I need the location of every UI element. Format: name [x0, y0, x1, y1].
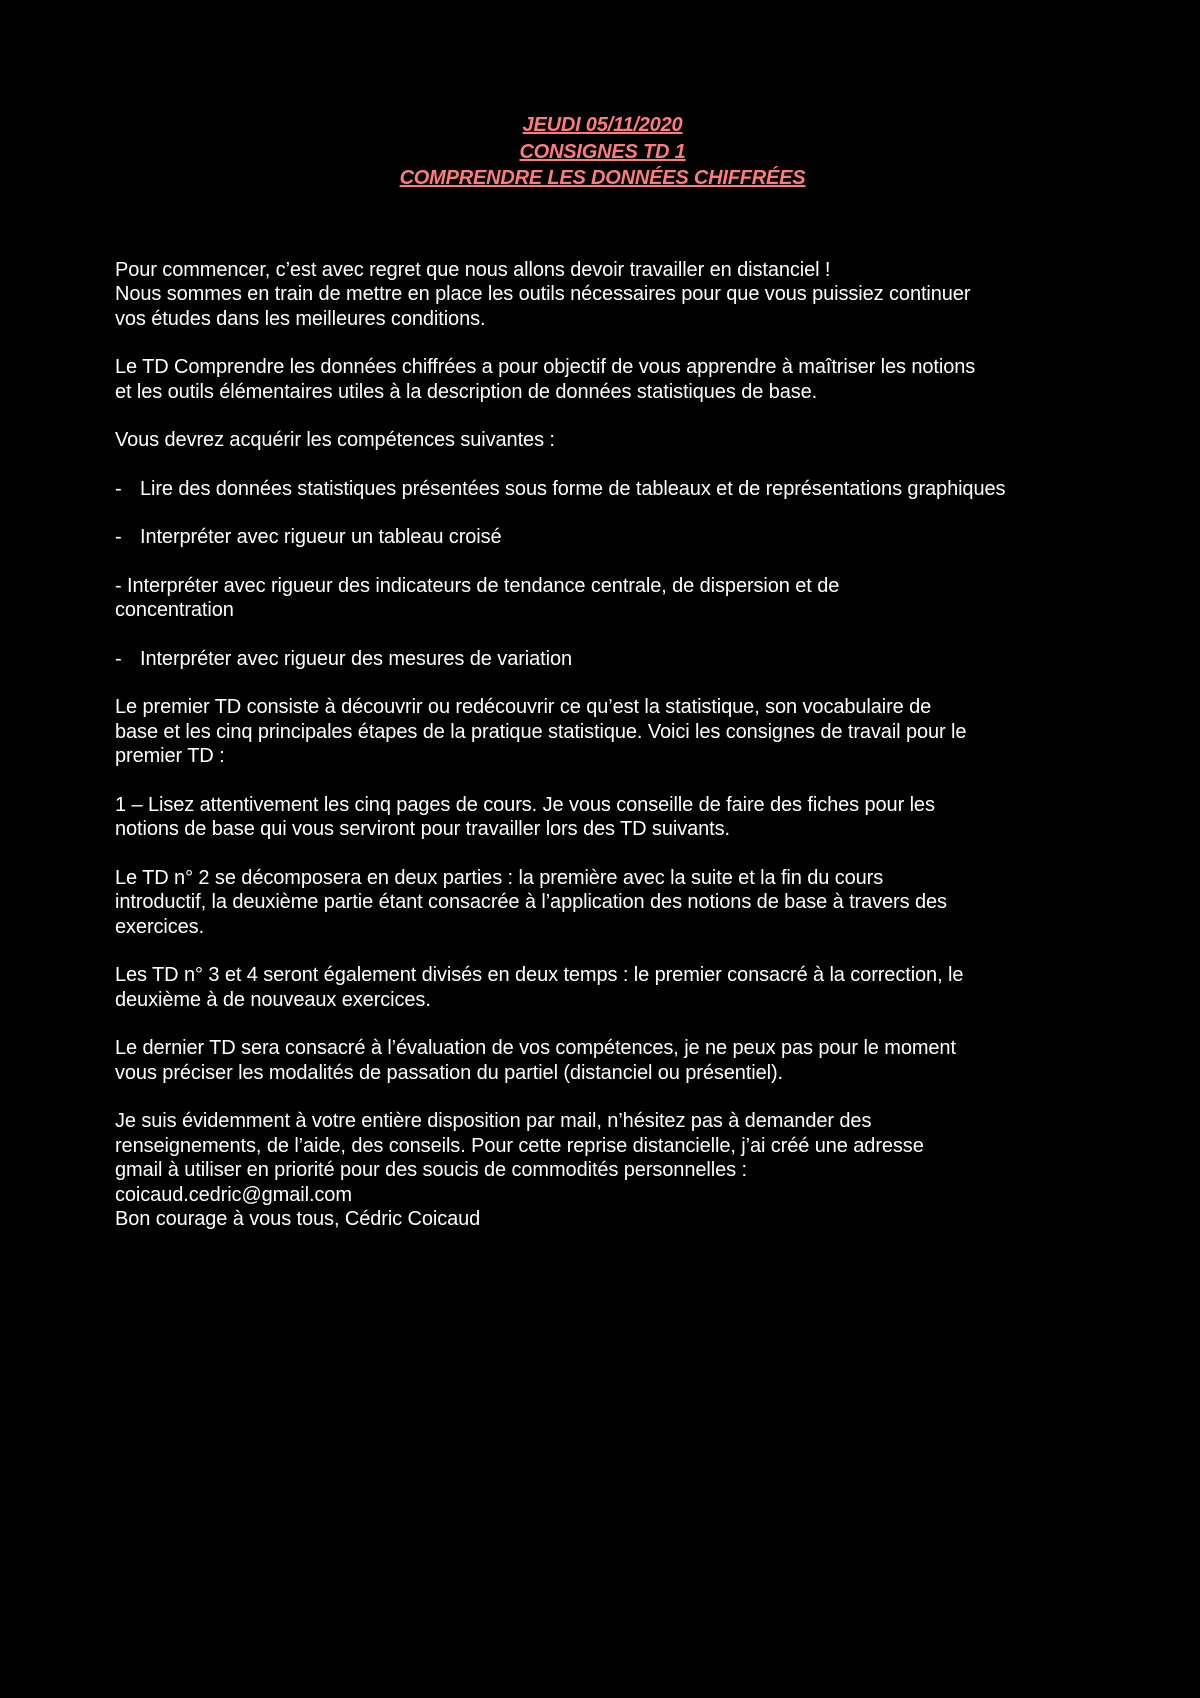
objective-paragraph: Le TD Comprendre les données chiffrées a pour objectif de vous apprendre à maîtriser les notions et les outils élémentaires utiles à la description de données statistiques de base.	[115, 356, 976, 403]
course-heading: COMPRENDRE LES DONNÉES CHIFFRÉES	[399, 167, 806, 189]
competence-text: Interpréter avec rigueur un tableau croisé	[140, 526, 502, 548]
bullet-marker: -	[115, 647, 122, 670]
document-body	[115, 258, 1090, 1232]
competence-item-read-data	[115, 477, 1090, 502]
document-title-block	[115, 112, 1090, 192]
email-address: coicaud.cedric@gmail.com	[115, 1183, 352, 1206]
competence-item-cross-table	[115, 525, 1090, 550]
closing-signature: Bon courage à vous tous, Cédric Coicaud	[115, 1208, 481, 1230]
competence-item-variation	[115, 647, 1090, 672]
document-page	[115, 112, 1090, 1232]
date-heading: JEUDI 05/11/2020	[522, 114, 683, 136]
td3-4-paragraph: Les TD n° 3 et 4 seront également divisés en deux temps : le premier consacré à la correction, le deuxième à de nouveaux exercices.	[115, 964, 964, 1011]
competence-text: Interpréter avec rigueur des mesures de variation	[140, 647, 572, 670]
final-td-paragraph: Le dernier TD sera consacré à l’évaluation de vos compétences, je ne peux pas pour le moment vous préciser les modalités de passation du partiel (distanciel ou présentiel).	[115, 1037, 956, 1084]
td-heading: CONSIGNES TD 1	[519, 140, 686, 163]
intro-paragraph-2: Nous sommes en train de mettre en place les outils nécessaires pour que vous puissiez continuer vos études dans les meilleures conditions.	[115, 283, 971, 330]
competence-text: Lire des données statistiques présentées sous forme de tableaux et de représentations graphiques	[140, 477, 1006, 500]
td2-paragraph: Le TD n° 2 se décomposera en deux parties : la première avec la suite et la fin du cours introductif, la deuxième partie étant consacrée à l’application des notions de base à travers des exercices.	[115, 866, 947, 938]
instruction-paragraph: 1 – Lisez attentivement les cinq pages de cours. Je vous conseille de faire des fiches pour les notions de base qui vous serviront pour travailler lors des TD suivants.	[115, 793, 935, 840]
competences-intro: Vous devrez acquérir les compétences suivantes :	[115, 429, 555, 451]
intro-paragraph-1: Pour commencer, c’est avec regret que nous allons devoir travailler en distanciel !	[115, 258, 831, 281]
competence-item-indicators: - Interpréter avec rigueur des indicateurs de tendance centrale, de dispersion et de concentration	[115, 574, 840, 621]
contact-paragraph: Je suis évidemment à votre entière disposition par mail, n’hésitez pas à demander des renseignements, de l’aide, des conseils. Pour cette reprise distancielle, j’ai créé une adresse gmail à utiliser en priorité pour des soucis de commodités personnelles :	[115, 1110, 924, 1181]
bullet-marker: -	[115, 477, 122, 500]
first-td-paragraph: Le premier TD consiste à découvrir ou redécouvrir ce qu’est la statistique, son vocabulaire de base et les cinq principales étapes de la pratique statistique. Voici les consignes de travail pour le premier TD :	[115, 696, 967, 767]
bullet-marker: -	[115, 526, 122, 548]
